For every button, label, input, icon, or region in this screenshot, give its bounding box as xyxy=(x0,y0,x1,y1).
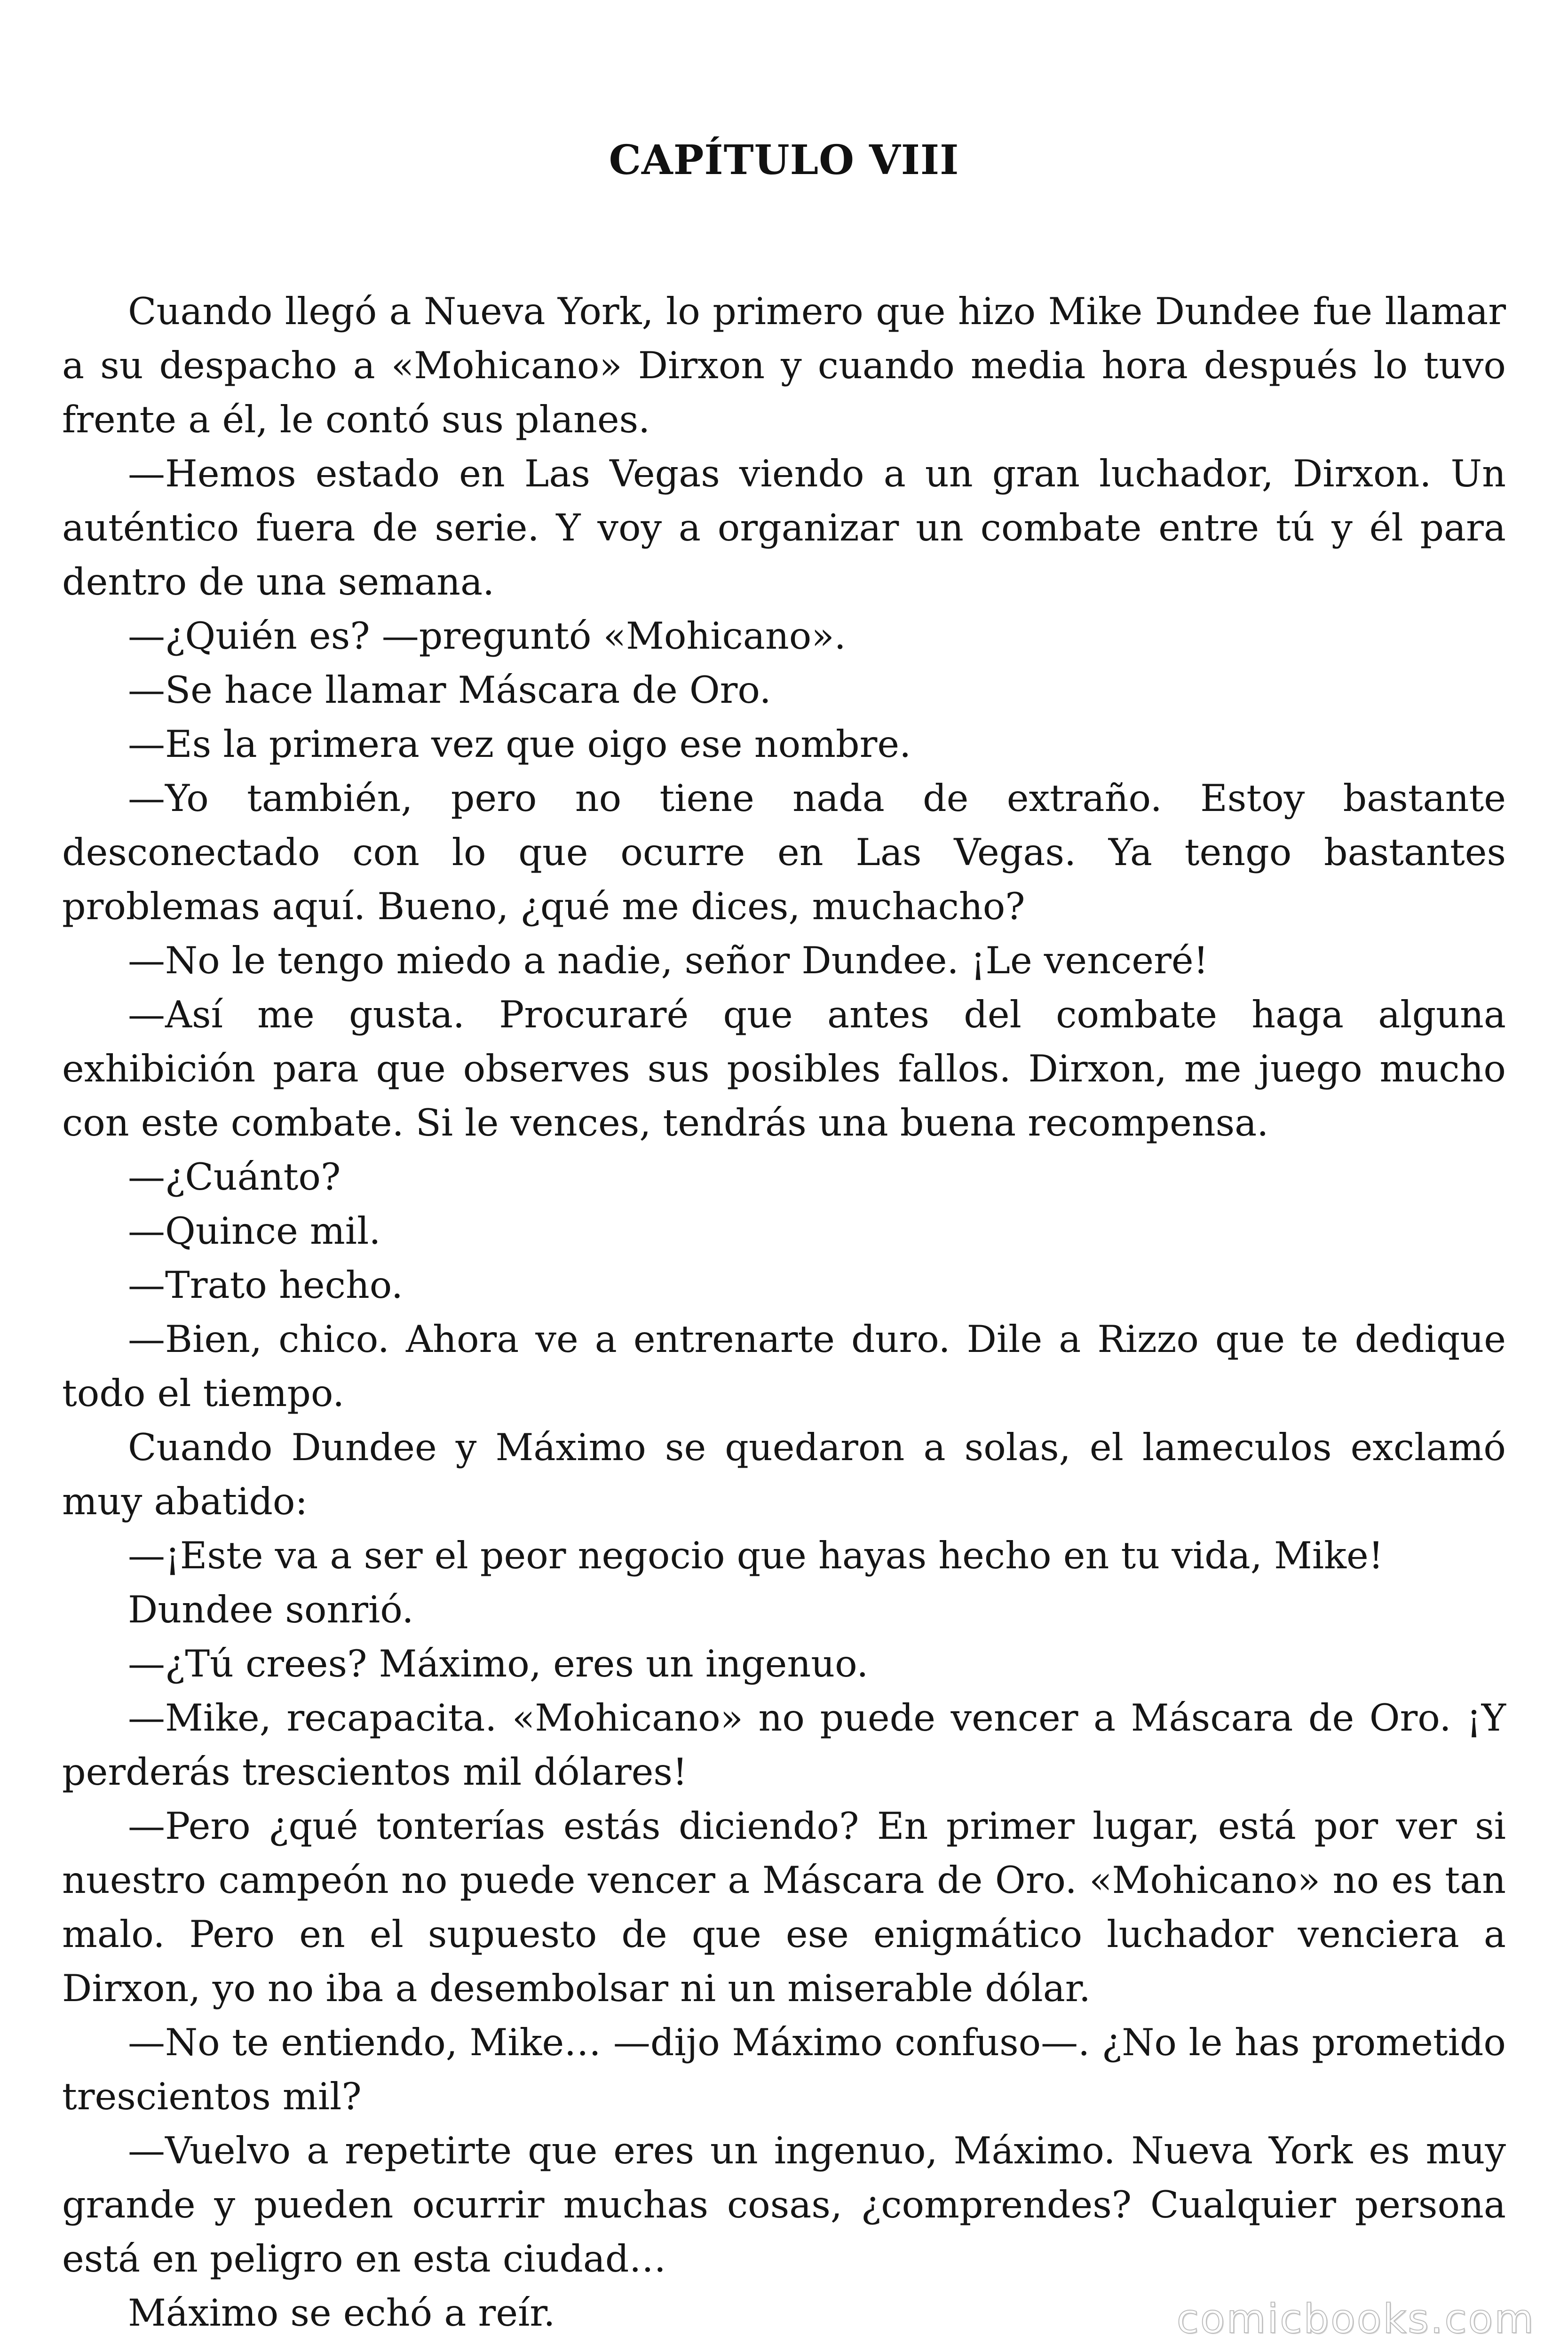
paragraph: —No te entiendo, Mike… —dijo Máximo confuso—. ¿No le has prometido trescientos mil? xyxy=(62,2021,1506,2118)
watermark: comicbooks.com xyxy=(1176,2296,1535,2343)
paragraph: —Pero ¿qué tonterías estás diciendo? En primer lugar, está por ver si nuestro campeón no puede vencer a Máscara de Oro. «Mohicano» no es tan malo. Pero en el supuesto de que ese enigmático luchador venciera a Dirxon, yo no iba a desembolsar ni un miserable dólar. xyxy=(62,1804,1506,2010)
paragraph: —Hemos estado en Las Vegas viendo a un gran luchador, Dirxon. Un auténtico fuera de serie. Y voy a organizar un combate entre tú y él para dentro de una semana. xyxy=(62,452,1506,604)
chapter-body xyxy=(62,285,1506,2340)
paragraph: —Así me gusta. Procuraré que antes del combate haga alguna exhibición para que observes sus posibles fallos. Dirxon, me juego mucho con este combate. Si le vences, tendrás una buena recompensa. xyxy=(62,993,1506,1144)
paragraph: —Trato hecho. xyxy=(128,1263,404,1307)
paragraph: —No le tengo miedo a nadie, señor Dundee. ¡Le venceré! xyxy=(128,939,1209,982)
paragraph: —Se hace llamar Máscara de Oro. xyxy=(128,668,771,712)
paragraph: —Vuelvo a repetirte que eres un ingenuo, Máximo. Nueva York es muy grande y pueden ocurrir muchas cosas, ¿comprendes? Cualquier persona está en peligro en esta ciudad… xyxy=(62,2129,1506,2280)
paragraph: —Yo también, pero no tiene nada de extraño. Estoy bastante desconectado con lo que ocurre en Las Vegas. Ya tengo bastantes problemas aquí. Bueno, ¿qué me dices, muchacho? xyxy=(62,777,1506,928)
paragraph: Dundee sonrió. xyxy=(128,1588,414,1631)
chapter-title: CAPÍTULO VIII xyxy=(609,136,959,184)
paragraph: Cuando Dundee y Máximo se quedaron a solas, el lameculos exclamó muy abatido: xyxy=(62,1426,1506,1523)
paragraph: —Quince mil. xyxy=(128,1209,381,1253)
paragraph: Máximo se echó a reír. xyxy=(128,2291,555,2335)
paragraph: —¿Quién es? —preguntó «Mohicano». xyxy=(128,614,846,658)
paragraph: Cuando llegó a Nueva York, lo primero que hizo Mike Dundee fue llamar a su despacho a «Mohicano» Dirxon y cuando media hora después lo tuvo frente a él, le contó sus planes. xyxy=(62,290,1506,441)
paragraph: —Es la primera vez que oigo ese nombre. xyxy=(128,723,911,766)
paragraph: —¿Cuánto? xyxy=(128,1155,341,1199)
paragraph: —Mike, recapacita. «Mohicano» no puede vencer a Máscara de Oro. ¡Y perderás trescientos mil dólares! xyxy=(62,1696,1506,1794)
paragraph: —¿Tú crees? Máximo, eres un ingenuo. xyxy=(128,1642,869,1685)
paragraph: —Bien, chico. Ahora ve a entrenarte duro. Dile a Rizzo que te dedique todo el tiempo. xyxy=(62,1318,1506,1415)
paragraph: —¡Este va a ser el peor negocio que hayas hecho en tu vida, Mike! xyxy=(128,1534,1384,1577)
